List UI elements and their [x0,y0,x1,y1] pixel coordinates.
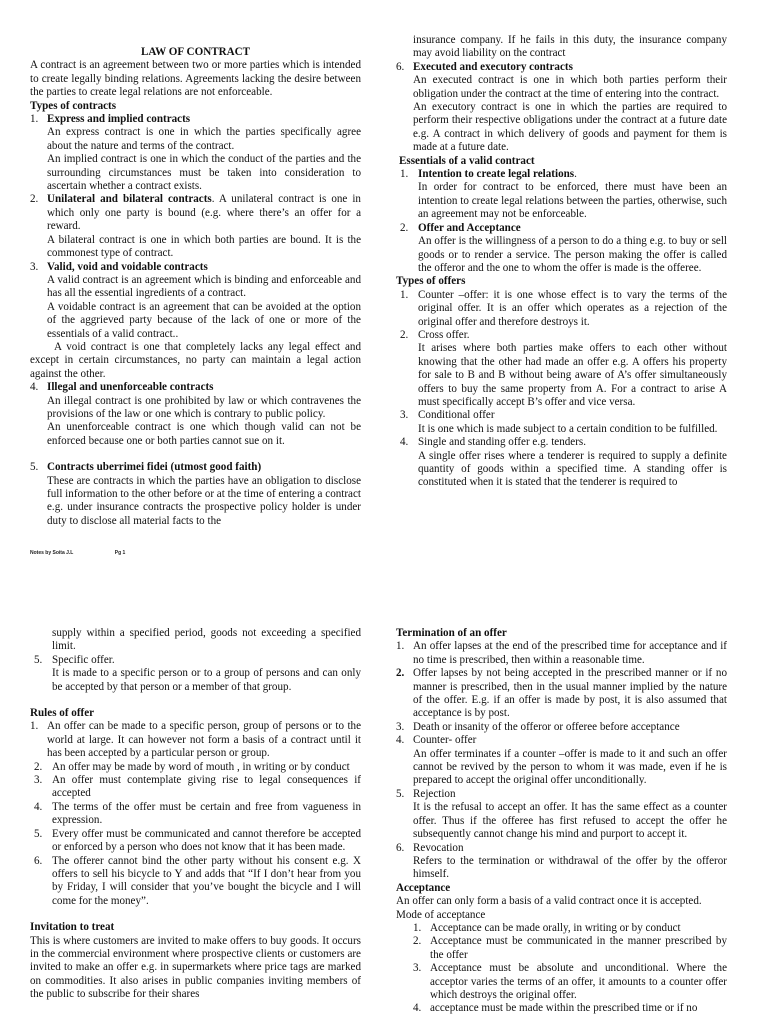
essential-1 [396,168,727,222]
paragraph: It arises where both parties make offers to each other without knowing that the other had made an offer e.g. A offers his property for sale to B and B without being aware of A’s offer simultaneously offers to buy the same property from A. For a contract to arise A must specifically accept B’s offer and vice versa. [418,342,727,408]
offer-type-title: Specific offer. [52,653,115,666]
contract-type-title: Illegal and unenforceable contracts [47,381,214,394]
acceptance-rule-3 [413,962,727,1002]
paragraph: Refers to the termination or withdrawal of the offer by the offeror himself. [413,854,727,881]
paragraph: Death or insanity of the offeror or offeree before acceptance [413,720,680,733]
paragraph: An executory contract is one in which the parties are required to perform their respective obligations under the contract at a future date e.g. A contract in which delivery of goods and payment for them is made at a future date. [413,101,727,154]
list-number: 3. [34,774,43,787]
essential-title: Intention to create legal relations [418,168,575,181]
list-number: 3. [396,720,405,733]
offer-type-title: Cross offer. [418,328,470,341]
page1-right-column [396,34,727,544]
offer-type-5 [30,654,361,694]
paragraph: A valid contract is an agreement which is binding and enforceable and has all the essential ingredients of a contract. [47,273,361,300]
page2-right-column [396,627,727,1024]
list-number: 1. [413,921,422,934]
list-number: 1. [30,720,39,733]
termination-4 [396,734,727,788]
contract-type-title: Valid, void and voidable contracts [47,260,208,273]
paragraph: An illegal contract is one prohibited by law or which contravenes the provisions of the law or one which is contrary to public policy. [47,394,361,420]
offer-type-1 [396,289,727,329]
list-number: 5. [34,653,43,666]
list-number: 1. [30,113,39,126]
termination-title: Counter- offer [413,734,477,747]
rules-of-offer-heading: Rules of offer [30,707,95,720]
contract-type-6 [396,61,727,155]
acceptance-rule-1 [413,922,727,935]
paragraph: This is where customers are invited to make offers to buy goods. It occurs in the commercial environment where prospective clients or customers are invited to make an offer e.g. in supermarkets where price tags are marked on commodities. It also arises in public companies inviting members of the public to subscribe for their shares [30,934,361,1001]
contract-type-3 [30,261,361,341]
acceptance-rule-4 [413,1002,727,1015]
list-number: 2. [413,935,422,948]
list-number: 5. [30,461,39,474]
offer-type-title: Single and standing offer e.g. tenders. [418,436,587,449]
paragraph: It is the refusal to accept an offer. It has the same effect as a counter offer. Thus if the offeree has first refused to accept the offer he subsequently cannot change his mind and purport to accept it. [413,801,727,841]
inline-text: . A unilateral contract is one in which only one party is bound (e.g. where there’s an offer for a reward. [47,193,361,233]
rule-3 [30,774,361,801]
contract-type-title: Unilateral and bilateral contracts [47,193,212,206]
continued-paragraph: insurance company. If he fails in this duty, the insurance company may avoid liability on the contract [413,34,727,60]
list-number: 4. [34,800,43,813]
list-number: 6. [34,854,43,867]
rule-1 [30,720,361,760]
list-number: 4. [30,381,39,394]
paragraph: Intention to create legal relations. [418,168,577,181]
list-number: 5. [34,827,43,840]
paragraph: A voidable contract is an agreement that can be avoided at the option of the aggrieved party because of the lack of one or more of the essentials of a valid contract.. [47,300,361,340]
types-of-offers-heading: Types of offers [396,275,466,288]
paragraph: An offer must contemplate giving rise to legal consequences if accepted [52,774,361,800]
list-number: 6. [396,60,405,73]
document-title: LAW OF CONTRACT [140,46,251,58]
footer-author: Notes by Soita J.L [30,550,74,556]
paragraph: Acceptance can be made orally, in writing or by conduct [430,921,681,934]
paragraph: Acceptance must be absolute and unconditional. Where the acceptor varies the terms of an offer, it amounts to a counter offer which destroys the original offer. [430,962,727,1001]
paragraph: The offerer cannot bind the other party without his consent e.g. X offers to sell his bicycle to Y and adds that “If I don’t hear from you by Friday, I will consider that you’ve bought the bicycle and I will come for the money”. [52,854,361,907]
paragraph: Counter –offer: it is one whose effect is to vary the terms of the original offer. It is an offer which operates as a rejection of the original offer and therefore destroys it. [418,288,727,328]
contract-type-4 [30,381,361,448]
paragraph: A bilateral contract is one in which both parties are bound. It is the commonest type of contract. [47,233,361,260]
list-number: 3. [400,409,409,422]
paragraph: It is one which is made subject to a certain condition to be fulfilled. [418,422,718,435]
page-footer [30,550,165,556]
types-of-contracts-heading: Types of contracts [30,99,117,112]
continued-paragraph: supply within a specified period, goods not exceeding a specified limit. [52,627,361,653]
list-number: 4. [413,1002,422,1015]
paragraph: A void contract is one that completely lacks any legal effect and except in certain circumstances, no party can maintain a legal action against the other. [30,340,361,380]
list-number: 3. [30,260,39,273]
essential-2 [396,222,727,276]
termination-1 [396,640,727,667]
paragraph: An offer may be made by word of mouth , in writing or by conduct [52,760,350,773]
essentials-heading: Essentials of a valid contract [399,154,535,167]
offer-type-2 [396,329,727,409]
footer-page-number: Pg 1 [114,550,126,556]
list-number: 2. [400,221,409,234]
contract-type-5 [30,461,361,528]
paragraph: A single offer rises where a tenderer is required to supply a definite quantity of goods within a specified time. A standing offer is constituted when it is stated that the tenderer is required to [418,449,727,489]
paragraph: Every offer must be communicated and cannot therefore be accepted or enforced by a person who does not know that it has been made. [52,827,361,854]
paragraph: An offer can only form a basis of a valid contract once it is accepted. [396,895,702,908]
list-number: 2. [34,760,43,773]
list-number: 2. [400,328,409,341]
list-number: 2. [30,193,39,206]
contract-type-title: Express and implied contracts [47,113,191,126]
acceptance-rule-2 [413,935,727,962]
acceptance-heading: Acceptance [396,881,451,894]
termination-heading: Termination of an offer [396,627,507,639]
page1-left-column [30,46,361,532]
paragraph: An unenforceable contract is one which though valid can not be enforced because one or both parties cannot sue on it. [47,421,361,447]
contract-type-2 [30,193,361,260]
paragraph: These are contracts in which the parties have an obligation to disclose full information to the other before or at the time of entering a contract e.g. under insurance contracts the prospective policy holder is under duty to disclose all material facts to the [47,474,361,527]
paragraph: An offer terminates if a counter –offer is made to it and such an offer cannot be revived by the person to whom it was made, even if he is prepared to accept the original offer unconditionally. [413,747,727,787]
rule-2 [30,761,361,774]
paragraph: Offer lapses by not being accepted in the prescribed manner or if no manner is prescribed, then in the usual manner implied by the nature of the offer. E.g. if an offer is made by post, it is also assumed that acceptance is by post. [413,667,727,720]
rule-4 [30,801,361,828]
paragraph: An express contract is one in which the parties specifically agree about the nature and terms of the contract. [47,126,361,152]
list-number: 5. [396,787,405,800]
mode-of-acceptance-heading: Mode of acceptance [396,908,486,921]
contract-type-1 [30,113,361,193]
termination-6 [396,842,727,882]
list-number: 1. [396,640,405,653]
termination-2 [396,667,727,721]
list-number: 4. [396,734,405,747]
list-number: 6. [396,841,405,854]
paragraph: An offer lapses at the end of the prescribed time for acceptance and if no time is prescribed, then within a reasonable time. [413,640,727,666]
offer-type-4 [396,436,727,490]
rule-5 [30,828,361,855]
intro-paragraph: A contract is an agreement between two or more parties which is intended to create legally binding relations. Agreements lacking the desire between the parties to create legal relations are not enforceable. [30,59,361,99]
paragraph: An offer is the willingness of a person to do a thing e.g. to buy or sell goods or to render a service. The person making the offer is called the offeror and the one to whom the offer is made is the offeree. [418,235,727,274]
rule-6 [30,855,361,909]
invitation-to-treat-heading: Invitation to treat [30,921,115,934]
paragraph: An executed contract is one in which both parties perform their obligation under the contract at the time of entering into the contract. [413,74,727,100]
paragraph: acceptance must be made within the prescribed time or if no [430,1002,698,1015]
contract-type-title: Executed and executory contracts [413,60,573,73]
paragraph: The terms of the offer must be certain and free from vagueness in expression. [52,800,361,827]
termination-5 [396,788,727,842]
paragraph: An offer can be made to a specific person, group of persons or to the world at large. It can however not form a basis of a contract until it has been accepted by a particular person or group. [47,720,361,760]
offer-type-3 [396,409,727,422]
paragraph: Acceptance must be communicated in the manner prescribed by the offer [430,935,727,961]
page2-left-column [30,627,361,1024]
list-number: 3. [413,962,422,975]
list-number: 1. [400,288,409,301]
essential-title: Offer and Acceptance [418,221,521,234]
paragraph: It is made to a specific person or to a group of persons and can only be accepted by that person or a member of that group. [52,667,361,693]
termination-3 [396,721,727,734]
contract-type-title: Contracts uberrimei fidei (utmost good faith) [47,461,262,474]
list-number: 2. [396,667,405,680]
list-number: 4. [400,436,409,449]
paragraph [47,193,361,233]
paragraph: In order for contract to be enforced, there must have been an intention to create legal relations between the parties, otherwise, such an agreement may not be enforceable. [418,181,727,221]
list-number: 1. [400,168,409,181]
paragraph: An implied contract is one in which the conduct of the parties and the surrounding circumstances must be taken into consideration to ascertain whether a contract exists. [47,153,361,193]
termination-title: Rejection [413,787,456,800]
termination-title: Revocation [413,841,464,854]
offer-type-title: Conditional offer [418,409,495,422]
